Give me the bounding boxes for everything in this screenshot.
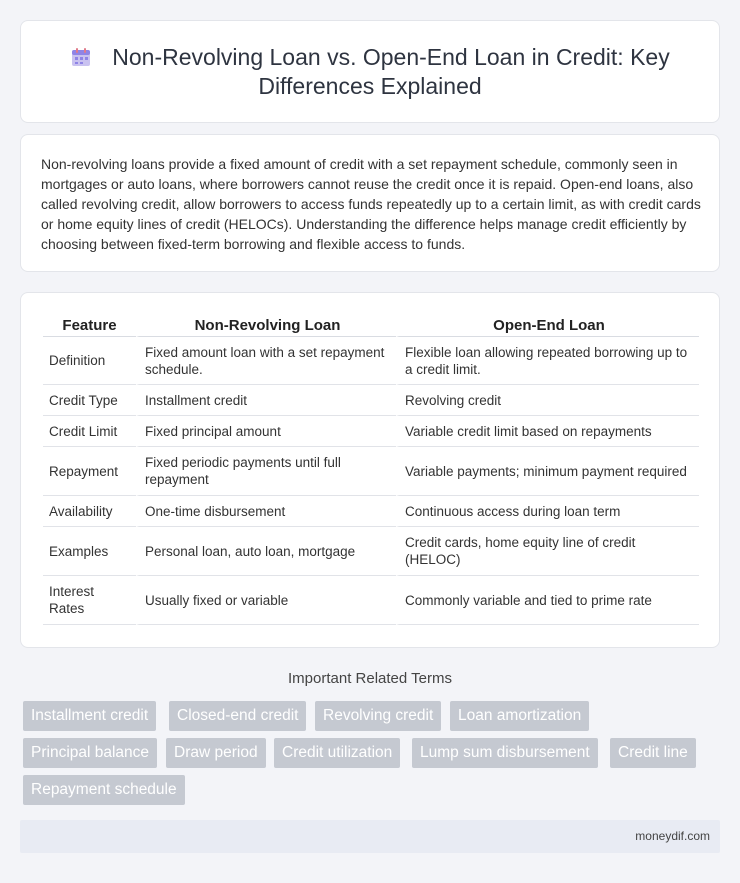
row-open-end: Variable credit limit based on repayments <box>396 416 699 447</box>
row-feature: Definition <box>43 337 136 385</box>
related-term-tag[interactable]: Installment credit <box>23 701 156 731</box>
row-open-end: Flexible loan allowing repeated borrowing up to a credit limit. <box>396 337 699 385</box>
row-open-end: Revolving credit <box>396 385 699 416</box>
related-term-tag[interactable]: Credit line <box>610 738 696 768</box>
row-non-revolving: Fixed principal amount <box>136 416 396 447</box>
row-non-revolving: Personal loan, auto loan, mortgage <box>136 527 396 576</box>
intro-card <box>20 134 720 272</box>
row-feature: Interest Rates <box>43 576 136 625</box>
footer-site-link[interactable]: moneydif.com <box>635 829 710 843</box>
row-open-end: Credit cards, home equity line of credit (HELOC) <box>396 527 699 576</box>
comparison-table <box>43 315 699 625</box>
related-term-tag[interactable]: Principal balance <box>23 738 157 768</box>
related-term-tag[interactable]: Lump sum disbursement <box>412 738 598 768</box>
row-non-revolving: One-time disbursement <box>136 496 396 527</box>
row-feature: Examples <box>43 527 136 576</box>
table-row <box>43 385 699 416</box>
header-feature: Feature <box>43 315 136 337</box>
related-term-tag[interactable]: Revolving credit <box>315 701 441 731</box>
row-feature: Credit Type <box>43 385 136 416</box>
row-feature: Credit Limit <box>43 416 136 447</box>
row-open-end: Variable payments; minimum payment required <box>396 447 699 496</box>
related-term-tag[interactable]: Loan amortization <box>450 701 589 731</box>
row-non-revolving: Installment credit <box>136 385 396 416</box>
related-term-tag[interactable]: Draw period <box>166 738 266 768</box>
calendar-icon <box>70 46 92 68</box>
table-row <box>43 527 699 576</box>
header-non-revolving: Non-Revolving Loan <box>136 315 396 337</box>
row-non-revolving: Usually fixed or variable <box>136 576 396 625</box>
table-row <box>43 447 699 496</box>
header-open-end: Open-End Loan <box>396 315 699 337</box>
row-open-end: Continuous access during loan term <box>396 496 699 527</box>
related-term-tag[interactable]: Closed-end credit <box>169 701 306 731</box>
page-title-wrap <box>21 43 719 101</box>
row-feature: Repayment <box>43 447 136 496</box>
row-feature: Availability <box>43 496 136 527</box>
footer-bar <box>20 820 720 853</box>
row-non-revolving: Fixed periodic payments until full repayment <box>136 447 396 496</box>
related-terms-title: Important Related Terms <box>288 670 452 687</box>
table-row <box>43 337 699 385</box>
row-open-end: Commonly variable and tied to prime rate <box>396 576 699 625</box>
table-row <box>43 496 699 527</box>
title-card <box>20 20 720 123</box>
table-row <box>43 576 699 625</box>
comparison-card <box>20 292 720 648</box>
related-term-tag[interactable]: Repayment schedule <box>23 775 185 805</box>
related-term-tag[interactable]: Credit utilization <box>274 738 400 768</box>
page-title: Non-Revolving Loan vs. Open-End Loan in Credit: Key Differences Explained <box>112 44 670 99</box>
table-header-row <box>43 315 699 337</box>
table-row <box>43 416 699 447</box>
intro-paragraph: Non-revolving loans provide a fixed amount of credit with a set repayment schedule, commonly seen in mortgages or auto loans, where borrowers cannot reuse the credit once it is repaid. Open-end loans, also called revolving credit, allow borrowers to access funds repeatedly up to a certain limit, as with credit cards or home equity lines of credit (HELOCs). Understanding the difference helps manage credit efficiently by choosing between fixed-term borrowing and flexible access to funds. <box>41 156 701 252</box>
row-non-revolving: Fixed amount loan with a set repayment schedule. <box>136 337 396 385</box>
